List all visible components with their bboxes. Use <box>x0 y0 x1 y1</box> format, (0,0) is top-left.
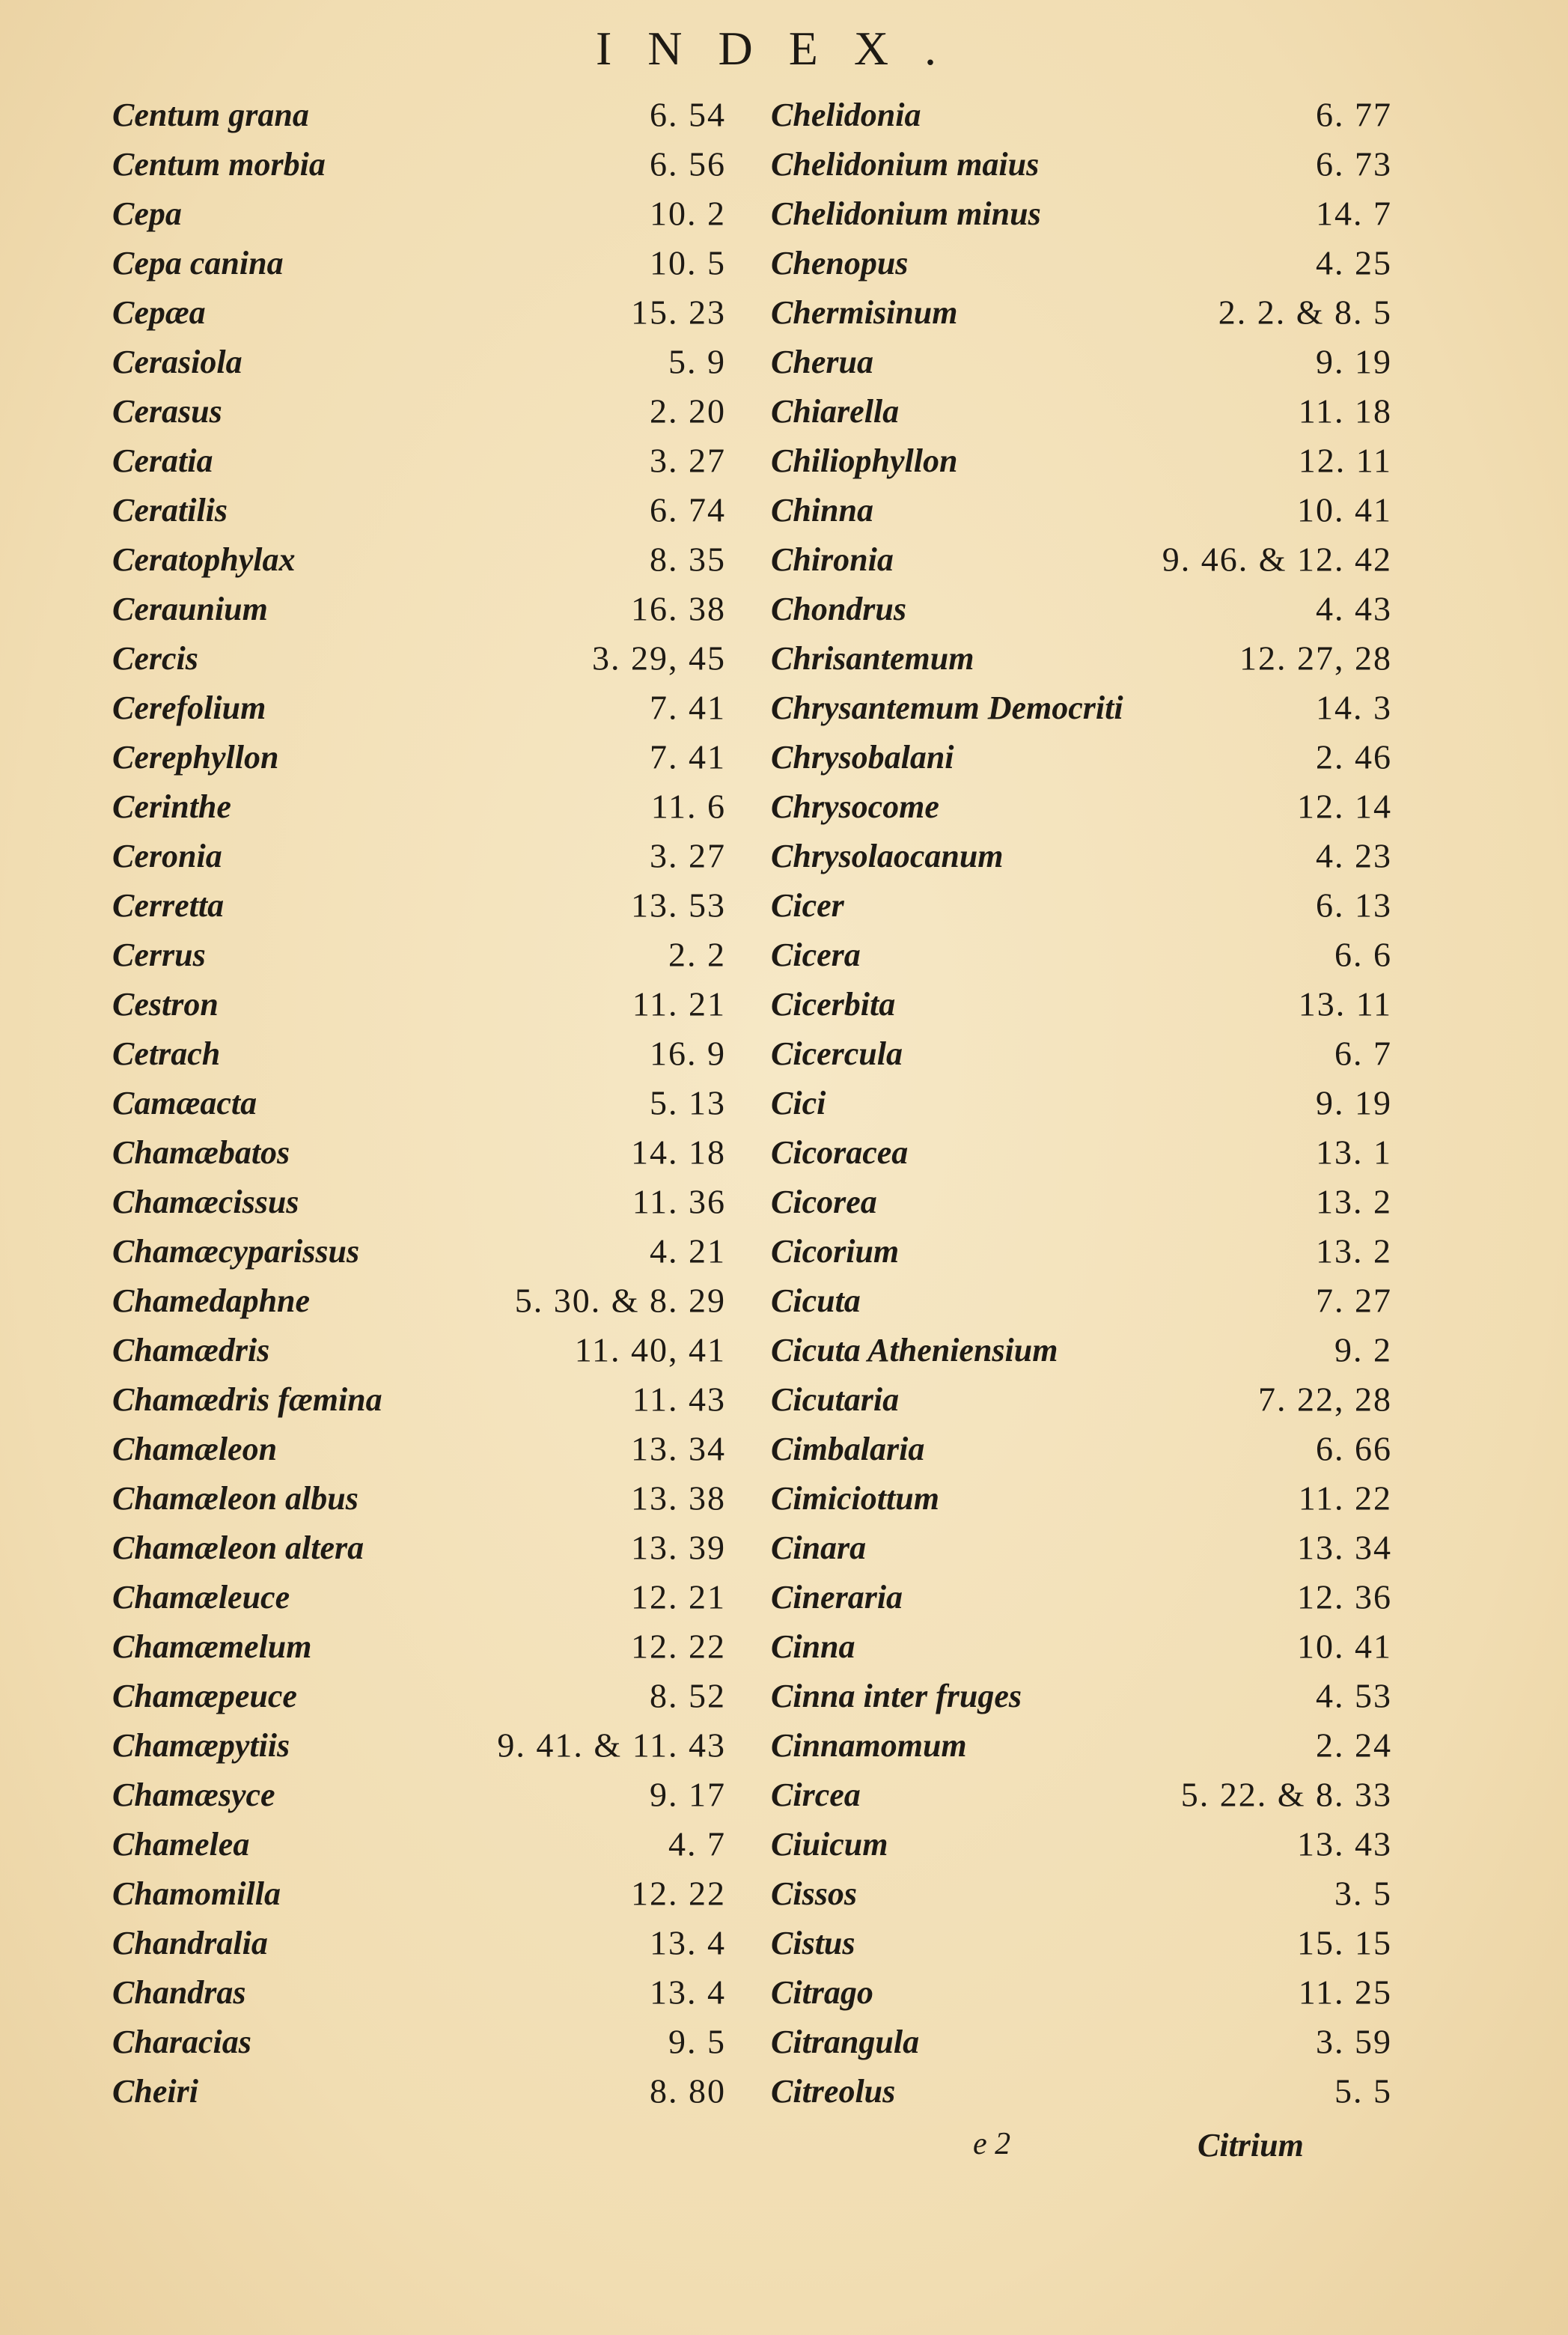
entry-reference: 9. 19 <box>1316 1083 1392 1122</box>
entry-reference: 15. 23 <box>631 293 726 332</box>
index-entry <box>112 782 726 831</box>
index-entry <box>771 189 1392 238</box>
index-entry <box>771 485 1392 535</box>
entry-term: Chinna <box>771 491 873 529</box>
entry-reference: 3. 29, 45 <box>592 639 726 678</box>
index-entry <box>771 1276 1392 1325</box>
entry-reference: 12. 21 <box>631 1577 726 1616</box>
entry-reference: 3. 27 <box>650 441 726 480</box>
index-entry <box>112 1720 726 1770</box>
index-entry <box>112 189 726 238</box>
entry-reference: 13. 2 <box>1316 1232 1392 1270</box>
entry-term: Centum morbia <box>112 145 326 183</box>
entry-reference: 5. 22. & 8. 33 <box>1180 1775 1392 1814</box>
entry-reference: 13. 34 <box>1297 1528 1392 1567</box>
entry-term: Chamomilla <box>112 1875 281 1912</box>
page-header: INDEX. <box>595 22 973 75</box>
index-entry <box>112 1918 726 1967</box>
entry-term: Chamæpytiis <box>112 1726 290 1764</box>
entry-term: Cetrach <box>112 1035 221 1072</box>
entry-reference: 7. 22, 28 <box>1258 1380 1392 1419</box>
index-entry <box>771 1374 1392 1424</box>
entry-term: Chiarella <box>771 392 900 430</box>
entry-reference: 6. 13 <box>1316 886 1392 925</box>
entry-reference: 11. 22 <box>1298 1479 1392 1517</box>
index-entry <box>771 436 1392 485</box>
entry-term: Chrysocome <box>771 788 939 825</box>
entry-term: Cicutaria <box>771 1380 900 1418</box>
entry-reference: 7. 41 <box>650 737 726 776</box>
index-entry <box>112 1622 726 1671</box>
entry-term: Chamæleon albus <box>112 1479 359 1517</box>
index-entry <box>112 485 726 535</box>
entry-reference: 9. 5 <box>668 2022 726 2061</box>
index-entry <box>112 979 726 1029</box>
entry-reference: 2. 2 <box>668 935 726 974</box>
entry-reference: 9. 46. & 12. 42 <box>1162 540 1392 579</box>
index-entry <box>771 90 1392 139</box>
entry-term: Cepa <box>112 195 182 232</box>
entry-term: Chiliophyllon <box>771 442 958 479</box>
entry-term: Ciuicum <box>771 1825 888 1863</box>
entry-term: Cherua <box>771 343 873 380</box>
entry-term: Chelidonium minus <box>771 195 1041 232</box>
entry-reference: 6. 77 <box>1316 95 1392 134</box>
entry-term: Chamedaphne <box>112 1282 311 1319</box>
index-entry <box>771 1424 1392 1473</box>
entry-term: Cistus <box>771 1924 855 1961</box>
entry-term: Chelidonium maius <box>771 145 1040 183</box>
index-entry <box>771 880 1392 930</box>
index-entry <box>112 337 726 386</box>
entry-term: Cheiri <box>112 2072 198 2110</box>
entry-term: Chamæleon altera <box>112 1529 364 1566</box>
entry-term: Cicuta Atheniensium <box>771 1331 1058 1369</box>
entry-reference: 4. 25 <box>1316 243 1392 282</box>
entry-term: Cinnamomum <box>771 1726 967 1764</box>
entry-reference: 14. 3 <box>1316 688 1392 727</box>
entry-reference: 13. 2 <box>1316 1182 1392 1221</box>
entry-term: Chironia <box>771 541 894 578</box>
index-entry <box>771 1967 1392 2017</box>
entry-term: Circea <box>771 1776 861 1813</box>
entry-term: Cicoracea <box>771 1133 909 1171</box>
index-entry <box>112 930 726 979</box>
entry-reference: 12. 22 <box>631 1627 726 1666</box>
entry-reference: 14. 18 <box>631 1133 726 1172</box>
entry-term: Centum grana <box>112 96 309 133</box>
index-entry <box>112 1770 726 1819</box>
entry-reference: 9. 17 <box>650 1775 726 1814</box>
entry-reference: 4. 23 <box>1316 836 1392 875</box>
index-entry <box>112 1276 726 1325</box>
index-entry <box>112 2017 726 2066</box>
index-entry <box>112 1869 726 1918</box>
entry-reference: 11. 21 <box>632 984 726 1023</box>
index-entry <box>771 1029 1392 1078</box>
index-entry <box>112 535 726 584</box>
entry-term: Cicuta <box>771 1282 861 1319</box>
index-entry <box>771 683 1392 732</box>
entry-term: Chamæcissus <box>112 1183 299 1220</box>
entry-term: Citrago <box>771 1973 873 2011</box>
entry-reference: 11. 25 <box>1298 1973 1392 2012</box>
entry-reference: 13. 43 <box>1297 1824 1392 1863</box>
index-entry <box>771 337 1392 386</box>
entry-term: Characias <box>112 2023 251 2060</box>
index-entry <box>112 732 726 782</box>
index-entry <box>771 1523 1392 1572</box>
entry-term: Cicera <box>771 936 861 973</box>
entry-term: Cici <box>771 1084 826 1121</box>
index-entry <box>112 1029 726 1078</box>
index-entry <box>112 436 726 485</box>
entry-term: Citreolus <box>771 2072 896 2110</box>
entry-reference: 10. 5 <box>650 243 726 282</box>
entry-term: Cinna inter fruges <box>771 1677 1022 1714</box>
entry-term: Cineraria <box>771 1578 903 1616</box>
entry-term: Chondrus <box>771 590 907 627</box>
index-entry <box>771 831 1392 880</box>
entry-term: Cicercula <box>771 1035 903 1072</box>
entry-reference: 13. 39 <box>631 1528 726 1567</box>
entry-term: Cicorium <box>771 1232 900 1270</box>
index-entry <box>112 1523 726 1572</box>
entry-term: Cepa canina <box>112 244 284 281</box>
entry-term: Chamæsyce <box>112 1776 275 1813</box>
index-entry <box>112 1325 726 1374</box>
entry-term: Cinna <box>771 1628 855 1665</box>
entry-term: Chamelea <box>112 1825 250 1863</box>
entry-reference: 4. 21 <box>650 1232 726 1270</box>
index-entry <box>112 287 726 337</box>
entry-term: Camæacta <box>112 1084 257 1121</box>
entry-term: Cepæa <box>112 293 206 331</box>
entry-term: Chenopus <box>771 244 909 281</box>
index-entry <box>112 90 726 139</box>
entry-reference: 12. 27, 28 <box>1239 639 1392 678</box>
entry-term: Cerasiola <box>112 343 242 380</box>
entry-term: Citrangula <box>771 2023 920 2060</box>
entry-term: Cestron <box>112 985 219 1023</box>
entry-reference: 13. 4 <box>650 1973 726 2012</box>
index-entry <box>112 683 726 732</box>
entry-reference: 10. 2 <box>650 194 726 233</box>
entry-reference: 6. 56 <box>650 144 726 183</box>
entry-term: Chermisinum <box>771 293 958 331</box>
entry-term: Ceratilis <box>112 491 228 529</box>
entry-reference: 6. 54 <box>650 95 726 134</box>
entry-reference: 2. 20 <box>650 392 726 430</box>
entry-term: Cicerbita <box>771 985 896 1023</box>
entry-reference: 4. 43 <box>1316 589 1392 628</box>
index-entry <box>112 1177 726 1226</box>
signature-mark: e 2 <box>973 2127 1011 2161</box>
entry-reference: 11. 6 <box>650 787 726 826</box>
entry-term: Chandras <box>112 1973 246 2011</box>
index-entry <box>771 1622 1392 1671</box>
index-entry <box>112 386 726 436</box>
entry-reference: 5. 9 <box>668 342 726 381</box>
entry-reference: 12. 36 <box>1297 1577 1392 1616</box>
index-entry <box>771 2066 1392 2116</box>
index-entry <box>771 1177 1392 1226</box>
entry-reference: 10. 41 <box>1297 490 1392 529</box>
entry-reference: 11. 36 <box>632 1182 726 1221</box>
entry-reference: 12. 22 <box>631 1874 726 1913</box>
entry-reference: 8. 35 <box>650 540 726 579</box>
entry-term: Chrysantemum Democriti <box>771 689 1123 726</box>
entry-reference: 14. 7 <box>1316 194 1392 233</box>
index-entry <box>112 1819 726 1869</box>
entry-reference: 6. 66 <box>1316 1429 1392 1468</box>
entry-reference: 15. 15 <box>1297 1923 1392 1962</box>
entry-reference: 3. 27 <box>650 836 726 875</box>
entry-reference: 13. 4 <box>650 1923 726 1962</box>
index-entry <box>771 1473 1392 1523</box>
index-entry <box>771 1918 1392 1967</box>
entry-term: Cerefolium <box>112 689 266 726</box>
index-entry <box>771 386 1392 436</box>
index-entry <box>112 584 726 633</box>
entry-reference: 7. 41 <box>650 688 726 727</box>
entry-term: Chrysolaocanum <box>771 837 1004 874</box>
index-entry <box>771 782 1392 831</box>
index-entry <box>112 238 726 287</box>
entry-term: Chandralia <box>112 1924 268 1961</box>
entry-reference: 11. 18 <box>1298 392 1392 430</box>
index-entry <box>771 1869 1392 1918</box>
index-entry <box>112 139 726 189</box>
entry-term: Chamæleon <box>112 1430 278 1467</box>
index-entry <box>771 1325 1392 1374</box>
entry-term: Cimiciottum <box>771 1479 939 1517</box>
entry-reference: 5. 30. & 8. 29 <box>514 1281 726 1320</box>
index-entry <box>771 1720 1392 1770</box>
index-entry <box>771 1127 1392 1177</box>
entry-term: Chamæbatos <box>112 1133 290 1171</box>
entry-term: Cercis <box>112 639 198 677</box>
index-entry <box>112 1127 726 1177</box>
index-entry <box>112 1374 726 1424</box>
entry-term: Ceratophylax <box>112 541 296 578</box>
index-entry <box>112 2066 726 2116</box>
entry-term: Ceronia <box>112 837 222 874</box>
index-column-right <box>771 90 1392 2116</box>
catchword: Citrium <box>1198 2127 1304 2164</box>
entry-term: Cicorea <box>771 1183 877 1220</box>
index-entry <box>771 732 1392 782</box>
entry-reference: 2. 46 <box>1316 737 1392 776</box>
page-footer <box>0 2126 1568 2186</box>
entry-reference: 16. 9 <box>650 1034 726 1073</box>
entry-term: Cicer <box>771 886 844 924</box>
index-entry <box>771 287 1392 337</box>
entry-reference: 12. 14 <box>1297 787 1392 826</box>
index-entry <box>112 1967 726 2017</box>
entry-reference: 2. 2. & 8. 5 <box>1218 293 1392 332</box>
index-entry <box>771 584 1392 633</box>
entry-reference: 10. 41 <box>1297 1627 1392 1666</box>
entry-reference: 9. 2 <box>1334 1330 1392 1369</box>
index-entry <box>112 880 726 930</box>
entry-reference: 13. 38 <box>631 1479 726 1517</box>
index-entry <box>771 535 1392 584</box>
entry-reference: 5. 13 <box>650 1083 726 1122</box>
index-entry <box>112 1572 726 1622</box>
index-entry <box>771 1671 1392 1720</box>
index-entry <box>771 1572 1392 1622</box>
entry-reference: 11. 43 <box>632 1380 726 1419</box>
index-entry <box>771 1226 1392 1276</box>
entry-reference: 13. 1 <box>1316 1133 1392 1172</box>
entry-reference: 11. 40, 41 <box>574 1330 726 1369</box>
index-entry <box>112 1226 726 1276</box>
entry-term: Chrisantemum <box>771 639 974 677</box>
entry-reference: 9. 41. & 11. 43 <box>497 1726 726 1765</box>
entry-reference: 4. 7 <box>668 1824 726 1863</box>
entry-term: Chamædris <box>112 1331 270 1369</box>
entry-term: Cerrus <box>112 936 206 973</box>
index-entry <box>112 1473 726 1523</box>
entry-term: Chelidonia <box>771 96 921 133</box>
entry-reference: 5. 5 <box>1334 2071 1392 2110</box>
index-entry <box>771 633 1392 683</box>
index-entry <box>771 1819 1392 1869</box>
entry-term: Cerinthe <box>112 788 231 825</box>
entry-term: Cimbalaria <box>771 1430 925 1467</box>
index-entry <box>771 1078 1392 1127</box>
index-entry <box>112 1671 726 1720</box>
entry-term: Cerasus <box>112 392 222 430</box>
entry-term: Chamæleuce <box>112 1578 290 1616</box>
entry-term: Chamæcyparissus <box>112 1232 360 1270</box>
entry-reference: 6. 6 <box>1334 935 1392 974</box>
entry-term: Cerephyllon <box>112 738 279 776</box>
entry-reference: 3. 59 <box>1316 2022 1392 2061</box>
entry-term: Cerretta <box>112 886 225 924</box>
index-entry <box>771 238 1392 287</box>
entry-term: Cissos <box>771 1875 857 1912</box>
entry-reference: 13. 53 <box>631 886 726 925</box>
index-entry <box>112 1078 726 1127</box>
entry-reference: 3. 5 <box>1334 1874 1392 1913</box>
entry-term: Cinara <box>771 1529 867 1566</box>
entry-reference: 8. 80 <box>650 2071 726 2110</box>
index-entry <box>771 2017 1392 2066</box>
entry-reference: 7. 27 <box>1316 1281 1392 1320</box>
entry-term: Chamæpeuce <box>112 1677 297 1714</box>
entry-reference: 8. 52 <box>650 1676 726 1715</box>
entry-reference: 6. 73 <box>1316 144 1392 183</box>
index-entry <box>112 831 726 880</box>
entry-term: Chrysobalani <box>771 738 954 776</box>
index-column-left <box>112 90 726 2116</box>
entry-term: Ceratia <box>112 442 213 479</box>
entry-reference: 16. 38 <box>631 589 726 628</box>
entry-reference: 13. 34 <box>631 1429 726 1468</box>
entry-term: Chamædris fæmina <box>112 1380 382 1418</box>
entry-reference: 2. 24 <box>1316 1726 1392 1765</box>
entry-reference: 6. 7 <box>1334 1034 1392 1073</box>
index-entry <box>771 979 1392 1029</box>
index-entry <box>771 930 1392 979</box>
index-entry <box>112 1424 726 1473</box>
entry-reference: 4. 53 <box>1316 1676 1392 1715</box>
entry-reference: 9. 19 <box>1316 342 1392 381</box>
entry-reference: 13. 11 <box>1298 984 1392 1023</box>
index-entry <box>112 633 726 683</box>
index-entry <box>771 139 1392 189</box>
entry-reference: 6. 74 <box>650 490 726 529</box>
index-entry <box>771 1770 1392 1819</box>
entry-term: Chamæmelum <box>112 1628 312 1665</box>
entry-term: Ceraunium <box>112 590 268 627</box>
entry-reference: 12. 11 <box>1298 441 1392 480</box>
